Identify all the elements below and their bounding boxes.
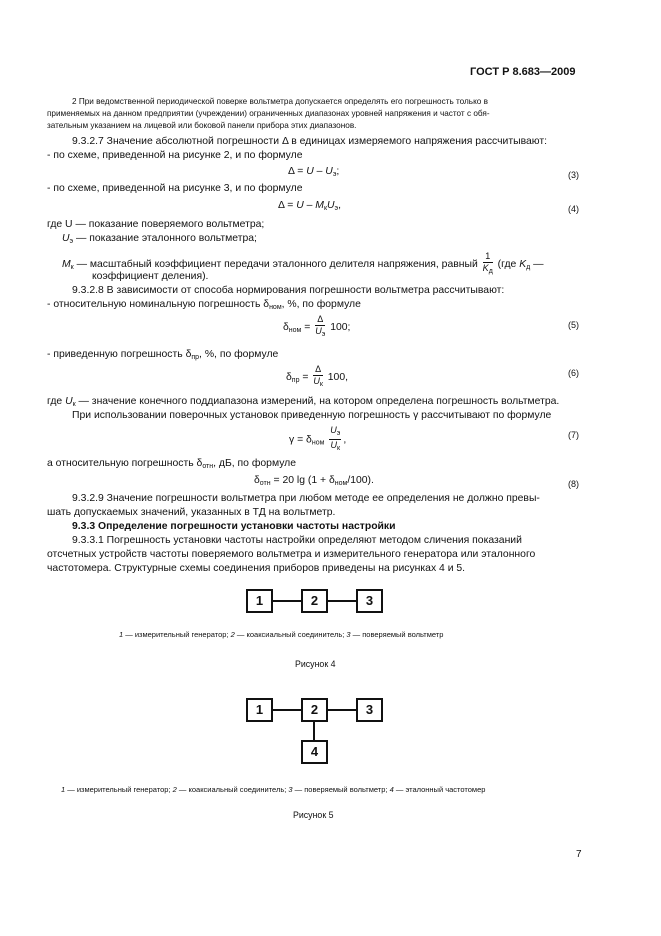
page-number: 7 [576, 849, 582, 860]
fig4-box-2: 2 [301, 589, 328, 613]
formula-7-number: (7) [568, 430, 579, 440]
formula-8: $\delta_{отн} = 20$ $\lg (1 + \delta_{ном}/100)$. [254, 475, 374, 487]
p9328-item1: - относительную номинальную погрешность $\delta_{ном}$, %, по формуле [47, 299, 361, 311]
where-uk: где $U_к$ — значение конечного поддиапазона измерений, на котором определена погрешность вольтметра. [47, 396, 560, 408]
formula-4: $\Delta = U - M_кU_э$, [278, 200, 341, 212]
figure-4-caption: 1 — измерительный генератор; 2 — коаксиальный соединитель; 3 — поверяемый вольтметр [119, 630, 444, 639]
fig5-box-2: 2 [301, 698, 328, 722]
formula-3-number: (3) [568, 170, 579, 180]
p9328-text: 9.3.2.8 В зависимости от способа нормирования погрешности вольтметра рассчитывают: [72, 285, 505, 296]
figure-5-label: Рисунок 5 [293, 810, 334, 820]
p9331-line-1: 9.3.3.1 Погрешность установки частоты настройки определяют методом сличения показаний [72, 535, 522, 546]
connector-line [327, 600, 357, 602]
formula-5: $\delta_{ном}$ = $\frac{\Delta}{U_э}$ 100; [283, 314, 351, 338]
section-933-title: 9.3.3 Определение погрешности установки частоты настройки [72, 521, 396, 532]
figure-4-label: Рисунок 4 [295, 659, 336, 669]
p9329-line-1: 9.3.2.9 Значение погрешности вольтметра при любом методе ее определения не должно превы- [72, 493, 540, 504]
fig5-box-1: 1 [246, 698, 273, 722]
p9327-item2: - по схеме, приведенной на рисунке 3, и по формуле [47, 183, 303, 194]
install-text: При использовании поверочных установок приведенную погрешность γ рассчитывают по формуле [72, 410, 552, 421]
figure-5-caption: 1 — измерительный генератор; 2 — коаксиальный соединитель; 3 — поверяемый вольтметр; 4 — эталонный частотомер [61, 785, 486, 794]
formula-6: $\delta_{пр}$ = $\frac{\Delta}{U_к}$ 100, [286, 364, 349, 388]
fig4-box-1: 1 [246, 589, 273, 613]
formula-6-number: (6) [568, 368, 579, 378]
formula-3: $\Delta = U - U_э$; [288, 166, 340, 178]
where-u: где U — показание поверяемого вольтметра; [47, 219, 265, 230]
rel-db-text: а относительную погрешность $\delta_{отн}$, дБ, по формуле [47, 458, 297, 470]
note-line-2: применяемых на данном предприятии (учреждении) ограниченных диапазонах уровней напряжения и частот с обя- [47, 109, 490, 118]
connector-line [272, 709, 302, 711]
note-line-3: зательным указанием на лицевой или боковой панели прибора этих диапазонов. [47, 121, 357, 130]
connector-line [313, 721, 315, 741]
p9327-text: 9.3.2.7 Значение абсолютной погрешности Δ в единицах измеряемого напряжения рассчитывают: [72, 136, 547, 147]
fig4-box-3: 3 [356, 589, 383, 613]
doc-number: ГОСТ Р 8.683—2009 [470, 66, 576, 78]
where-ue: $U_э$ — показание эталонного вольтметра; [62, 233, 257, 245]
formula-4-number: (4) [568, 204, 579, 214]
p9331-line-3: частотомера. Структурные схемы соединения приборов приведены на рисунках 4 и 5. [47, 563, 466, 574]
formula-8-number: (8) [568, 479, 579, 489]
formula-7: $\gamma = \delta_{ном}$ $\frac{U_э}{U_к}$ , [289, 425, 347, 452]
p9329-line-2: шать допускаемых значений, указанных в ТД на вольтметр. [47, 507, 336, 518]
p9328-item2: - приведенную погрешность $\delta_{пр}$, %, по формуле [47, 349, 279, 361]
formula-5-number: (5) [568, 320, 579, 330]
fig5-box-4: 4 [301, 740, 328, 764]
note-line-1: 2 При ведомственной периодической поверке вольтметра допускается определять его погрешность только в [72, 97, 488, 106]
where-kd-def: коэффициент деления). [92, 271, 209, 282]
fig5-box-3: 3 [356, 698, 383, 722]
connector-line [272, 600, 302, 602]
p9327-item1: - по схеме, приведенной на рисунке 2, и по формуле [47, 150, 303, 161]
where-mk: $M_к$ — масштабный коэффициент передачи эталонного делителя напряжения, равный $\frac{1}{K_д}$ (где $K_д$ — [62, 251, 544, 275]
connector-line [327, 709, 357, 711]
p9331-line-2: отсчетных устройств частоты поверяемого вольтметра и измерительного генератора или эталонного [47, 549, 536, 560]
